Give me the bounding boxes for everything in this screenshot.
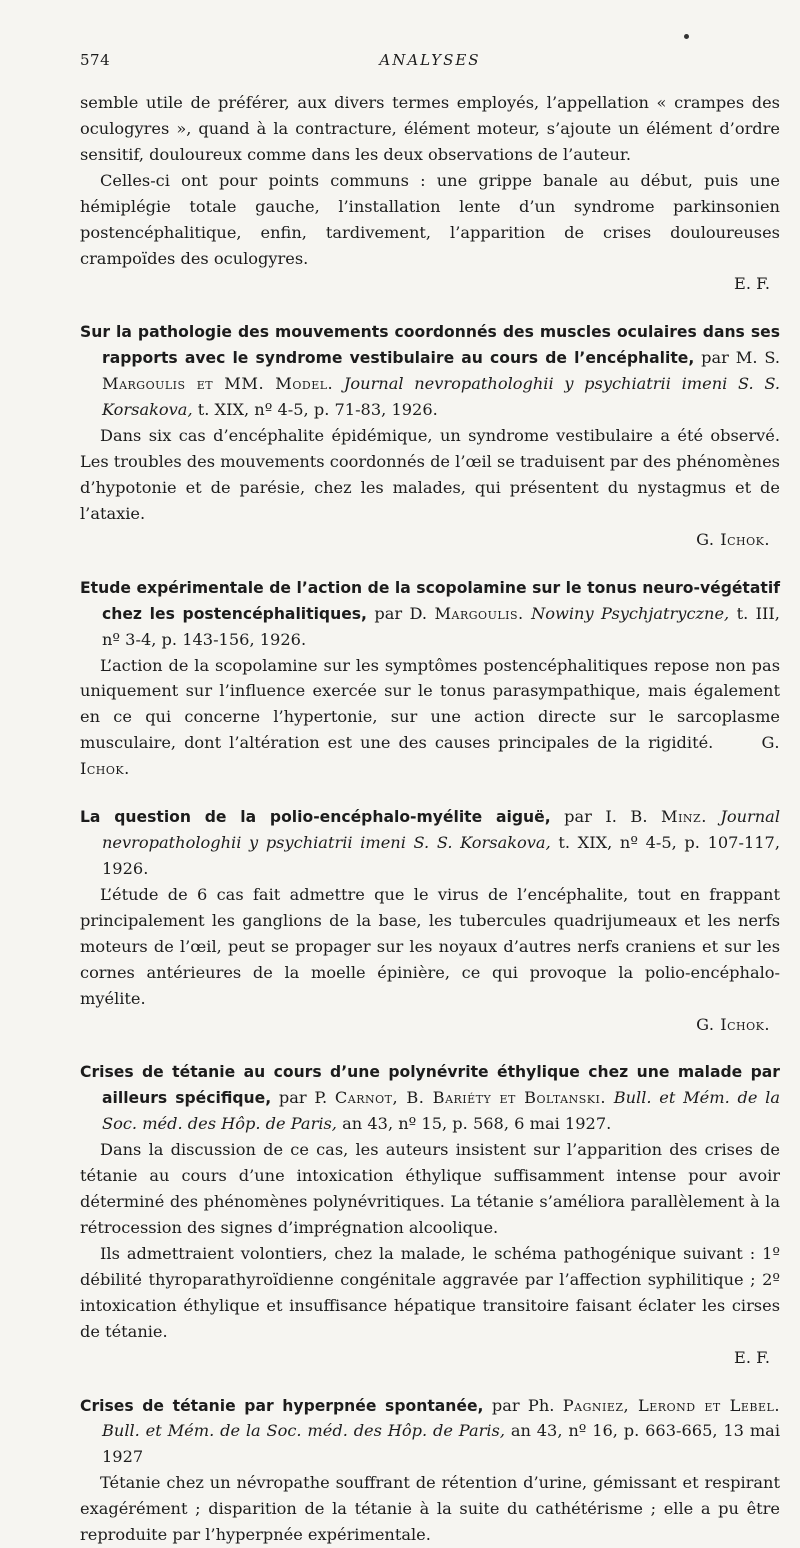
article-4: [80, 1059, 780, 1370]
article-3-heading: [80, 804, 780, 882]
article-4-journal: Bull. et Mém. de la Soc. méd. des Hôp. de Paris,: [102, 1088, 781, 1134]
article-1-title: Sur la pathologie des mouvements coordonnés des muscles oculaires dans ses rapports avec le syndrome vestibulaire au cours de l’encéphalite,: [80, 323, 780, 368]
article-1-par: par M. S.: [701, 348, 780, 368]
article-2-authors: Margoulis.: [434, 603, 524, 623]
article-2-heading: [80, 575, 780, 653]
article-4-title: Crises de tétanie au cours d’une polynévrite éthylique chez une malade par ailleurs spécifique,: [80, 1063, 780, 1108]
article-4-signature: E. F.: [734, 1347, 770, 1367]
article-3-journal: Journal nevropathologhii y psychiatrii imeni S. S. Korsakova,: [102, 807, 781, 853]
article-1-heading: [80, 319, 780, 423]
intro-signature: E. F.: [734, 274, 770, 294]
article-5: [80, 1393, 780, 1548]
article-2-par: par D.: [374, 603, 428, 623]
intro-paragraph-2: Celles-ci ont pour points communs : une grippe banale au début, puis une hémiplégie totale gauche, l’installation lente d’un syndrome parkinsonien postencéphalitique, enfin, tardivement, l’apparition de crises douloureuses crampoïdes des oculogyres.: [80, 170, 780, 268]
article-3-reference: t. XIX, nº 4-5, p. 107-117, 1926.: [102, 833, 780, 878]
article-5-reference: an 43, nº 16, p. 663-665, 13 mai 1927: [102, 1421, 780, 1467]
article-5-journal: Bull. et Mém. de la Soc. méd. des Hôp. de Paris,: [102, 1421, 505, 1441]
article-3-authors: Minz.: [661, 807, 707, 827]
article-3-signature: G. Ichok.: [696, 1014, 770, 1034]
ink-speck: [684, 34, 689, 39]
article-2-signature: G. Ichok.: [80, 733, 780, 779]
page-body: [80, 48, 780, 1548]
article-1-journal: Journal nevropathologhii y psychiatrii imeni S. S. Korsakova,: [102, 374, 780, 420]
article-2-journal: Nowiny Psychjatryczne,: [531, 603, 730, 623]
article-4-body-2: Ils admettraient volontiers, chez la malade, le schéma pathogénique suivant : 1º débilité thyroparathyroïdienne congénitale aggravée par l’affection syphilitique ; 2º intoxication éthylique et insuffisance hépatique transitoire faisant éclater les cirses de tétanie.: [80, 1243, 780, 1341]
article-5-heading: [80, 1393, 780, 1471]
article-4-par: par P.: [278, 1088, 328, 1108]
article-5-body: Tétanie chez un névropathe souffrant de rétention d’urine, gémissant et respirant exagérément ; disparition de la tétanie à la suite du cathétérisme ; elle a pu être reproduite par l’hyperpnée expérimentale.: [80, 1473, 780, 1545]
article-1-signature: G. Ichok.: [696, 529, 770, 549]
article-5-title: Crises de tétanie par hyperpnée spontanée,: [80, 1396, 484, 1415]
article-5-authors: Pagniez, Lerond et Lebel.: [562, 1395, 780, 1415]
article-3-body: L’étude de 6 cas fait admettre que le virus de l’encéphalite, tout en frappant principalement les ganglions de la base, les tubercules quadrijumeaux et les nerfs moteurs de l’œil, peut se propager sur les noyaux d’autres nerfs craniens et sur les cornes antérieures de la moelle épinière, ce qui provoque la polio-encéphalo-myélite.: [80, 884, 780, 1008]
article-4-heading: [80, 1059, 780, 1137]
article-2-title: Etude expérimentale de l’action de la scopolamine sur le tonus neuro-végétatif chez les postencéphalitiques,: [80, 578, 780, 623]
article-3: [80, 804, 780, 1037]
article-2: [80, 575, 780, 782]
article-2-body-text: L’action de la scopolamine sur les symptômes postencéphalitiques repose non pas uniquement sur l’influence exercée sur le tonus parasympathique, mais également en ce qui concerne l’hypertonie, sur une action directe sur le sarcoplasme musculaire, dont l’altération est une des causes principales de la rigidité.: [80, 655, 780, 753]
page-header: [80, 48, 780, 78]
article-1-body: Dans six cas d’encéphalite épidémique, un syndrome vestibulaire a été observé. Les troubles des mouvements coordonnés de l’œil se traduisent par des phénomènes d’hypotonie et de parésie, chez les malades, qui présentent du nystagmus et de l’ataxie.: [80, 426, 780, 523]
intro-paragraph-1: semble utile de préférer, aux divers termes employés, l’appellation « crampes des oculogyres », quand à la contracture, élément moteur, s’ajoute un élément d’ordre sensitif, douloureux comme dans les deux observations de l’auteur.: [80, 93, 780, 164]
intro-section: [80, 90, 780, 297]
article-3-title: La question de la polio-encéphalo-myélite aiguë,: [80, 808, 551, 827]
article-5-par: par Ph.: [491, 1395, 555, 1415]
article-2-body: [80, 653, 780, 783]
article-2-reference: t. III, nº 3-4, p. 143-156, 1926.: [102, 603, 780, 649]
article-4-authors: Carnot, B. Bariéty et Boltanski.: [334, 1088, 606, 1108]
article-1-reference: t. XIX, nº 4-5, p. 71-83, 1926.: [197, 400, 438, 420]
article-4-reference: an 43, nº 15, p. 568, 6 mai 1927.: [342, 1114, 612, 1134]
page-number: 574: [80, 51, 111, 69]
article-4-body: Dans la discussion de ce cas, les auteurs insistent sur l’apparition des crises de tétanie au cours d’une intoxication éthylique suffisamment intense pour avoir déterminé des phénomènes polynévritiques. La tétanie s’améliora parallèlement à la rétrocession des signes d’imprégnation alcoolique.: [80, 1140, 780, 1237]
article-1: [80, 319, 780, 552]
running-title: ANALYSES: [379, 51, 481, 69]
article-1-authors: Margoulis et MM. Model.: [102, 374, 334, 394]
article-3-par: par I. B.: [564, 807, 648, 827]
